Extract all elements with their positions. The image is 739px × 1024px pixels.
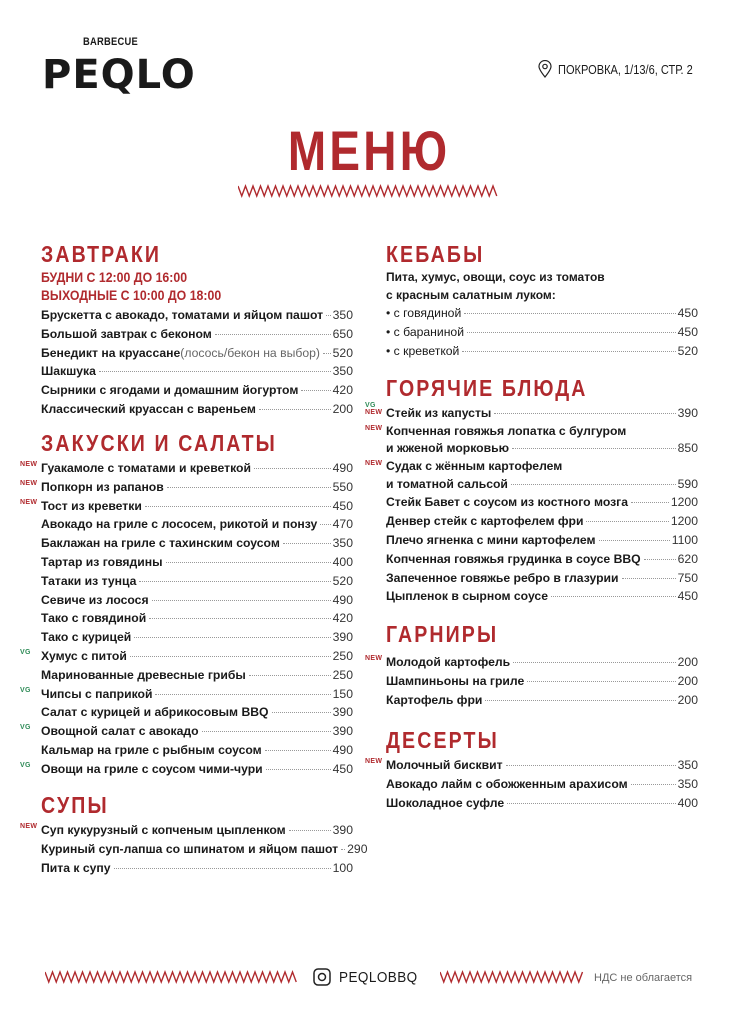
item-badges xyxy=(365,655,382,662)
dot-leader xyxy=(99,371,331,372)
item-price: 650 xyxy=(332,326,353,341)
menu-item-row xyxy=(41,840,368,859)
dot-leader xyxy=(265,750,331,751)
dot-leader xyxy=(283,543,331,544)
footer-zigzag-right xyxy=(440,970,586,984)
menu-item-row xyxy=(41,478,353,497)
menu-item-row xyxy=(386,493,698,512)
menu-item xyxy=(41,534,353,553)
new-badge: NEW xyxy=(365,655,383,662)
menu-item xyxy=(386,493,698,512)
item-name: Плечо ягненка с мини картофелем xyxy=(386,532,596,547)
menu-item xyxy=(41,840,368,859)
item-name: Копченная говяжья грудинка в соусе BBQ xyxy=(386,551,641,566)
item-name: Шоколадное суфле xyxy=(386,795,505,810)
item-badges xyxy=(20,499,37,506)
new-badge: NEW xyxy=(20,823,38,830)
description-line: Пита, хумус, овощи, соус из томатов xyxy=(386,270,605,284)
menu-item xyxy=(386,794,698,813)
menu-item-row xyxy=(41,741,353,760)
item-price: 390 xyxy=(332,724,353,739)
zigzag-line xyxy=(45,972,296,982)
menu-item xyxy=(386,323,698,342)
dot-leader xyxy=(149,618,330,619)
item-name: Овощи на гриле с соусом чими-чури xyxy=(41,761,263,776)
menu-item xyxy=(41,703,353,722)
item-price: 490 xyxy=(332,592,353,607)
section-sides xyxy=(365,620,698,709)
section-hours: БУДНИ С 12:00 ДО 16:00 xyxy=(41,269,188,285)
menu-item-row xyxy=(386,672,698,691)
dot-leader xyxy=(254,468,331,469)
item-price: 100 xyxy=(332,860,353,875)
menu-item xyxy=(386,587,698,606)
item-name: Хумус с питой xyxy=(41,648,127,663)
dot-leader xyxy=(622,578,676,579)
address-text: ПОКРОВКА, 1/13/6, СТР. 2 xyxy=(558,61,693,77)
new-badge: NEW xyxy=(20,461,38,468)
dot-leader xyxy=(599,540,670,541)
item-badges xyxy=(20,823,37,830)
menu-item-row xyxy=(386,531,698,550)
item-price: 470 xyxy=(332,517,353,532)
menu-item-row xyxy=(386,439,698,458)
brand-tagline: BARBECUE xyxy=(83,36,139,48)
item-price: 750 xyxy=(677,570,698,585)
new-badge: NEW xyxy=(365,424,383,432)
dot-leader xyxy=(134,637,330,638)
item-name: Чипсы с паприкой xyxy=(41,686,153,701)
dot-leader xyxy=(644,559,676,560)
item-price: 450 xyxy=(677,306,698,320)
menu-item-row xyxy=(41,591,353,610)
menu-item xyxy=(386,672,698,691)
menu-item xyxy=(386,569,698,588)
menu-item xyxy=(41,344,353,363)
section-kebabs xyxy=(386,240,698,360)
item-name: Запеченное говяжье ребро в глазурии xyxy=(386,570,619,585)
section-title: ЗАВТРАКИ xyxy=(41,241,162,267)
item-name: и жженой морковью xyxy=(386,441,509,456)
address xyxy=(538,60,717,78)
menu-item xyxy=(365,402,698,423)
vegan-badge: VG xyxy=(20,686,31,694)
item-name: Суп кукурузный с копченым цыпленком xyxy=(41,823,286,837)
menu-item-row xyxy=(41,666,353,685)
menu-item xyxy=(41,628,353,647)
instagram-icon xyxy=(313,968,331,986)
item-price: 200 xyxy=(332,401,353,416)
dot-leader xyxy=(323,353,331,354)
menu-item-row xyxy=(41,572,353,591)
instagram-handle: PEQLOBBQ xyxy=(339,968,418,986)
dot-leader xyxy=(464,313,675,314)
menu-item xyxy=(386,512,698,531)
section-title: КЕБАБЫ xyxy=(386,241,485,267)
location-pin-icon xyxy=(538,60,552,78)
dot-leader xyxy=(152,600,331,601)
menu-item-row xyxy=(386,653,698,672)
section-hot-dishes xyxy=(365,374,698,606)
menu-item xyxy=(41,362,353,381)
menu-items xyxy=(365,402,698,606)
item-name-line: Копченная говяжья лопатка с булгуром xyxy=(386,423,627,438)
item-price: 450 xyxy=(332,498,353,513)
menu-item-row xyxy=(41,628,353,647)
menu-item-row xyxy=(41,534,353,553)
item-name: Тако с курицей xyxy=(41,630,132,645)
item-badges xyxy=(365,758,382,765)
menu-item-row xyxy=(386,304,698,323)
item-price: 1200 xyxy=(670,495,698,510)
menu-item-row xyxy=(41,553,353,572)
menu-items xyxy=(365,653,698,709)
dot-leader xyxy=(215,334,331,335)
item-price: 350 xyxy=(332,364,353,379)
title-zigzag-divider xyxy=(238,184,498,198)
item-name: Попкорн из рапанов xyxy=(41,479,164,494)
menu-item-row xyxy=(41,344,353,363)
menu-item-row xyxy=(41,497,353,516)
menu-item-row xyxy=(386,569,698,588)
item-price: 350 xyxy=(677,776,698,791)
item-price: 250 xyxy=(332,648,353,663)
brand-logo: PEQLO xyxy=(42,52,196,98)
item-name: Бенедикт на круассане xyxy=(41,345,181,360)
item-price: 450 xyxy=(677,324,698,339)
menu-item xyxy=(41,572,353,591)
menu-item-row xyxy=(386,342,698,361)
menu-item xyxy=(20,478,353,497)
page-title xyxy=(0,118,739,183)
menu-item-row xyxy=(41,362,353,381)
item-badges xyxy=(365,402,382,416)
section-soups xyxy=(20,791,368,877)
menu-item-row xyxy=(386,691,698,710)
dot-leader xyxy=(130,656,331,657)
vegan-badge: VG xyxy=(20,724,31,732)
item-price: 290 xyxy=(347,841,368,856)
item-price: 1200 xyxy=(670,514,698,529)
menu-item-row xyxy=(41,722,353,741)
menu-item xyxy=(41,553,353,572)
item-name: Молодой картофель xyxy=(386,655,511,669)
menu-item-row xyxy=(386,587,698,606)
item-badges xyxy=(20,461,37,468)
item-price: 520 xyxy=(677,343,698,358)
menu-item xyxy=(41,400,353,419)
menu-item xyxy=(20,497,353,516)
dot-leader xyxy=(462,351,675,352)
item-price: 450 xyxy=(332,761,353,776)
item-price: 590 xyxy=(677,476,698,491)
menu-item-row xyxy=(386,512,698,531)
item-price: 150 xyxy=(332,686,353,701)
item-price: 1100 xyxy=(671,532,698,547)
dot-leader xyxy=(155,694,330,695)
zigzag-line xyxy=(238,186,497,196)
dot-leader xyxy=(467,332,676,333)
item-price: 850 xyxy=(677,441,698,456)
menu-item xyxy=(365,423,698,458)
dot-leader xyxy=(341,849,345,850)
item-price: 520 xyxy=(332,345,353,360)
item-name: Классический круассан с вареньем xyxy=(41,401,256,416)
dot-leader xyxy=(139,581,330,582)
item-name: • с бараниной xyxy=(386,324,465,339)
menu-item xyxy=(41,515,353,534)
item-badges xyxy=(365,460,382,467)
dot-leader xyxy=(301,390,330,391)
item-name: Куриный суп-лапша со шпинатом и яйцом пашот xyxy=(41,841,339,856)
footer-zigzag-left xyxy=(45,970,297,984)
menu-item xyxy=(386,550,698,569)
menu-item xyxy=(386,342,698,361)
item-name: Салат с курицей и абрикосовым BBQ xyxy=(41,705,269,720)
dot-leader xyxy=(631,784,676,785)
item-price: 420 xyxy=(332,611,353,626)
menu-item xyxy=(20,459,353,478)
item-price: 200 xyxy=(677,692,698,707)
item-price: 490 xyxy=(332,742,353,757)
item-badges xyxy=(365,425,382,432)
menu-items xyxy=(365,756,698,812)
menu-item xyxy=(41,741,353,760)
item-badges xyxy=(20,687,31,694)
menu-item xyxy=(41,591,353,610)
dot-leader xyxy=(289,830,331,831)
menu-item xyxy=(386,531,698,550)
dot-leader xyxy=(326,315,331,316)
dot-leader xyxy=(167,487,331,488)
menu-item-row xyxy=(41,306,353,325)
item-name: Стейк Бавет с соусом из костного мозга xyxy=(386,495,629,510)
menu-item xyxy=(41,666,353,685)
item-badges xyxy=(20,480,37,487)
item-name: Брускетта с авокадо, томатами и яйцом пашот xyxy=(41,308,324,322)
item-name: Маринованные древесные грибы xyxy=(41,667,246,682)
menu-item xyxy=(365,653,698,672)
menu-item-row xyxy=(41,400,353,419)
item-price: 520 xyxy=(332,573,353,588)
new-badge: NEW xyxy=(20,479,38,487)
dot-leader xyxy=(320,524,330,525)
menu-item-row xyxy=(386,404,698,423)
vegan-badge: VG xyxy=(20,761,31,769)
item-price: 350 xyxy=(332,308,353,322)
item-name: Авокадо лайм с обожженным арахисом xyxy=(386,776,628,791)
vat-note: НДС не облагается xyxy=(594,972,693,984)
item-name-line: Судак с жённым картофелем xyxy=(386,459,563,474)
menu-item-row xyxy=(386,475,698,494)
item-badges xyxy=(20,649,31,656)
item-name: и томатной сальсой xyxy=(386,476,508,491)
item-name: Большой завтрак с беконом xyxy=(41,326,212,341)
menu-item-row xyxy=(386,794,698,813)
menu-item-row xyxy=(41,703,353,722)
item-price: 450 xyxy=(677,589,698,604)
section-title: ДЕСЕРТЫ xyxy=(386,727,499,753)
item-price: 390 xyxy=(677,406,698,420)
dot-leader xyxy=(506,765,676,766)
section-title: СУПЫ xyxy=(41,792,109,818)
item-note: (лосось/бекон на выбор) xyxy=(180,345,320,360)
menu-item xyxy=(41,325,353,344)
section-hours: ВЫХОДНЫЕ С 10:00 ДО 18:00 xyxy=(41,287,222,303)
menu-item xyxy=(20,647,353,666)
menu-item-row xyxy=(386,550,698,569)
item-price: 390 xyxy=(332,823,353,837)
item-name: • с говядиной xyxy=(386,306,462,320)
item-name: Сырники с ягодами и домашним йогуртом xyxy=(41,383,299,398)
item-name: Баклажан на гриле с тахинским соусом xyxy=(41,536,280,551)
dot-leader xyxy=(166,562,331,563)
dot-leader xyxy=(272,712,331,713)
item-name: Стейк из капусты xyxy=(386,406,492,420)
menu-item xyxy=(386,691,698,710)
new-badge: NEW xyxy=(365,409,383,416)
dot-leader xyxy=(511,484,676,485)
item-name: Авокадо на гриле с лососем, рикотой и понзу xyxy=(41,517,318,532)
item-price: 400 xyxy=(677,795,698,810)
item-name: Тартар из говядины xyxy=(41,554,163,569)
new-badge: NEW xyxy=(20,498,38,506)
menu-items xyxy=(20,459,353,779)
item-name: Молочный бисквит xyxy=(386,758,503,772)
item-name: Цыпленок в сырном соусе xyxy=(386,589,548,604)
menu-item xyxy=(41,381,353,400)
menu-item-row xyxy=(41,459,353,478)
item-name: Гуакамоле с томатами и креветкой xyxy=(41,461,251,475)
section-title: ГОРЯЧИЕ БЛЮДА xyxy=(386,375,588,401)
menu-item-row xyxy=(41,821,353,840)
item-price: 390 xyxy=(332,630,353,645)
item-badges xyxy=(20,762,31,769)
section-description xyxy=(386,269,698,304)
new-badge: NEW xyxy=(365,460,383,468)
section-title: ЗАКУСКИ И САЛАТЫ xyxy=(41,430,277,456)
item-price: 390 xyxy=(332,705,353,720)
dot-leader xyxy=(266,769,331,770)
dot-leader xyxy=(586,521,668,522)
menu-item xyxy=(20,722,353,741)
menu-item-row xyxy=(41,515,353,534)
dot-leader xyxy=(485,700,675,701)
menu-item-row xyxy=(41,760,353,779)
menu-item-row xyxy=(41,685,353,704)
zigzag-line xyxy=(440,972,583,982)
item-price: 200 xyxy=(677,655,698,669)
item-price: 420 xyxy=(332,383,353,398)
dot-leader xyxy=(259,409,331,410)
dot-leader xyxy=(631,502,669,503)
dot-leader xyxy=(551,596,676,597)
item-name: • с креветкой xyxy=(386,343,460,358)
dot-leader xyxy=(114,868,331,869)
menu-item-row xyxy=(386,323,698,342)
item-name: Шакшука xyxy=(41,364,96,379)
item-name: Пита к супу xyxy=(41,860,111,875)
dot-leader xyxy=(202,731,331,732)
item-price: 550 xyxy=(332,479,353,494)
dot-leader xyxy=(249,675,331,676)
menu-items xyxy=(386,304,698,360)
item-name: Денвер стейк с картофелем фри xyxy=(386,514,584,529)
menu-item xyxy=(365,458,698,493)
menu-item xyxy=(20,821,353,840)
section-breakfast xyxy=(41,240,353,419)
item-name: Татаки из тунца xyxy=(41,573,137,588)
item-price: 250 xyxy=(332,667,353,682)
instagram-link[interactable] xyxy=(313,968,426,986)
item-price: 350 xyxy=(677,758,698,772)
item-name: Картофель фри xyxy=(386,692,483,707)
section-title: ГАРНИРЫ xyxy=(386,621,499,647)
menu-item xyxy=(20,760,353,779)
description-line: с красным салатным луком: xyxy=(386,287,556,302)
item-name: Тост из креветки xyxy=(41,498,142,513)
item-name: Шампиньоны на гриле xyxy=(386,673,525,688)
dot-leader xyxy=(513,662,676,663)
menu-item xyxy=(41,306,353,325)
vegan-badge: VG xyxy=(20,648,31,656)
section-starters xyxy=(20,429,353,779)
menu-item-row xyxy=(41,609,353,628)
menu-item-row xyxy=(41,381,353,400)
item-badges xyxy=(20,724,31,731)
menu-items xyxy=(20,821,368,877)
item-name: Кальмар на гриле с рыбным соусом xyxy=(41,742,262,757)
new-badge: NEW xyxy=(365,758,383,765)
dot-leader xyxy=(507,803,676,804)
menu-item xyxy=(386,775,698,794)
item-price: 400 xyxy=(332,554,353,569)
item-price: 620 xyxy=(677,551,698,566)
menu-item xyxy=(365,756,698,775)
menu-items xyxy=(41,306,353,419)
item-price: 490 xyxy=(332,461,353,475)
item-name: Овощной салат с авокадо xyxy=(41,724,199,739)
dot-leader xyxy=(527,681,675,682)
dot-leader xyxy=(145,506,331,507)
vegan-badge: VG xyxy=(365,402,376,409)
menu-item xyxy=(20,685,353,704)
page-title-text: МЕНЮ xyxy=(288,119,451,182)
item-name: Тако с говядиной xyxy=(41,611,147,626)
item-price: 200 xyxy=(677,673,698,688)
menu-item-row xyxy=(386,756,698,775)
menu-item-row xyxy=(41,325,353,344)
menu-item xyxy=(41,609,353,628)
menu-item xyxy=(386,304,698,323)
menu-item-row xyxy=(41,647,353,666)
menu-item xyxy=(41,859,353,878)
dot-leader xyxy=(494,413,675,414)
section-desserts xyxy=(365,726,698,812)
item-name: Севиче из лосося xyxy=(41,592,149,607)
dot-leader xyxy=(512,448,676,449)
menu-item-row xyxy=(41,859,353,878)
item-price: 350 xyxy=(332,536,353,551)
menu-item-row xyxy=(386,775,698,794)
